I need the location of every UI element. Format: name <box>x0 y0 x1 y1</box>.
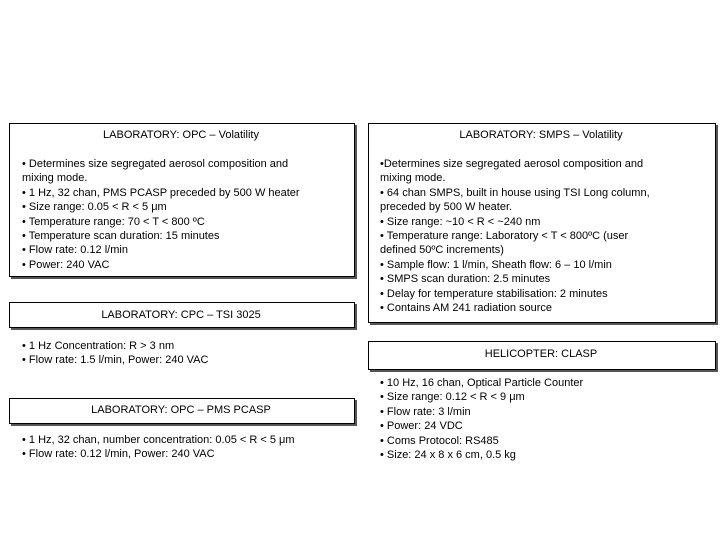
smps-volatility-lines <box>380 157 650 315</box>
list-item: • Flow rate: 1.5 l/min, Power: 240 VAC <box>22 354 209 367</box>
list-item: • Temperature range: 70 < T < 800 ºC <box>22 215 205 228</box>
list-item: • 1 Hz, 32 chan, number concentration: 0.05 < R < 5 μm <box>22 434 295 446</box>
list-item: defined 50ºC increments) <box>380 244 504 257</box>
list-item: • Size range: 0.12 < R < 9 μm <box>380 391 525 404</box>
list-item: • Flow rate: 0.12 l/min <box>22 244 128 257</box>
list-item: • Temperature scan duration: 15 minutes <box>22 230 220 243</box>
list-item: •Determines size segregated aerosol composition and <box>380 158 644 170</box>
list-item: • SMPS scan duration: 2.5 minutes <box>380 273 551 286</box>
clasp-title: HELICOPTER: CLASP <box>484 348 598 360</box>
list-item: • Determines size segregated aerosol composition and <box>22 158 289 170</box>
list-item: • 10 Hz, 16 chan, Optical Particle Counter <box>380 377 584 389</box>
list-item: • Delay for temperature stabilisation: 2 minutes <box>380 287 608 300</box>
opc-volatility-lines <box>22 157 300 272</box>
list-item: • Contains AM 241 radiation source <box>380 302 553 315</box>
list-item: • 1 Hz Concentration: R > 3 nm <box>22 340 175 352</box>
list-item: • Flow rate: 0.12 l/min, Power: 240 VAC <box>22 448 215 461</box>
list-item: mixing mode. <box>22 172 88 185</box>
list-item: • Flow rate: 3 l/min <box>380 405 471 418</box>
cpc-tsi-lines <box>22 339 208 368</box>
list-item: preceded by 500 W heater. <box>380 201 513 214</box>
list-item: • Size range: 0.05 < R < 5 μm <box>22 201 167 214</box>
opc-volatility-title: LABORATORY: OPC – Volatility <box>103 129 259 141</box>
smps-volatility-title: LABORATORY: SMPS – Volatility <box>459 129 623 141</box>
list-item: • 64 chan SMPS, built in house using TSI Long column, <box>380 186 650 199</box>
list-item: • Power: 24 VDC <box>380 420 463 433</box>
clasp-lines <box>380 376 583 462</box>
list-item: mixing mode. <box>380 172 446 185</box>
opc-pcasp-title: LABORATORY: OPC – PMS PCASP <box>91 404 271 416</box>
list-item: • Size range: ~10 < R < ~240 nm <box>380 215 541 228</box>
list-item: • Power: 240 VAC <box>22 258 110 271</box>
cpc-tsi-title: LABORATORY: CPC – TSI 3025 <box>101 309 261 321</box>
opc-pcasp-lines <box>22 433 295 462</box>
list-item: • Temperature range: Laboratory < T < 800ºC (user <box>380 230 629 243</box>
list-item: • Coms Protocol: RS485 <box>380 434 499 447</box>
list-item: • Size: 24 x 8 x 6 cm, 0.5 kg <box>380 449 516 462</box>
list-item: • 1 Hz, 32 chan, PMS PCASP preceded by 500 W heater <box>22 186 300 199</box>
list-item: • Sample flow: 1 l/min, Sheath flow: 6 – 10 l/min <box>380 258 612 271</box>
